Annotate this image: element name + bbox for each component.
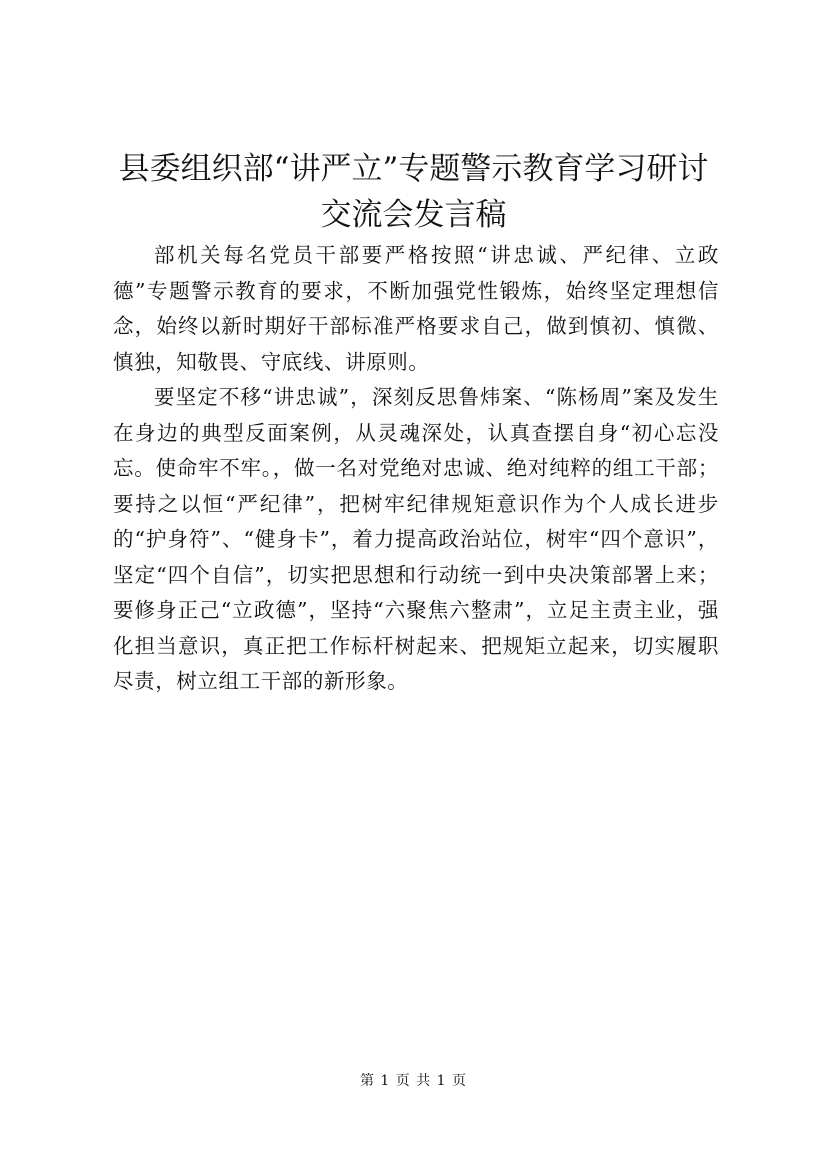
title-line-1: 县委组织部“讲严立”专题警示教育学习研讨	[118, 151, 709, 187]
document-title	[90, 146, 737, 238]
paragraph-2: 要坚定不移“讲忠诚”，深刻反思鲁炜案、“陈杨周”案及发生在身边的典型反面案例，从灵魂深处，认真查摆自身“初心忘没忘。使命牢不牢。，做一名对党绝对忠诚、绝对纯粹的组工干部；要持之以恒“严纪律”，把树牢纪律规矩意识作为个人成长进步的“护身符”、“健身卡”，着力提高政治站位，树牢“四个意识”，坚定“四个自信”，切实把思想和行动统一到中央决策部署上来；要修身正己“立政德”，坚持“六聚焦六整肃”，立足主责主业，强化担当意识，真正把工作标杆树起来、把规矩立起来，切实履职尽责，树立组工干部的新形象。	[113, 385, 719, 693]
page-footer: 第 1 页 共 1 页	[359, 1073, 468, 1089]
document-body	[113, 238, 719, 700]
paragraph-1: 部机关每名党员干部要严格按照“讲忠诚、严纪律、立政德”专题警示教育的要求，不断加强党性锻炼，始终坚定理想信念，始终以新时期好干部标准严格要求自己，做到慎初、慎微、慎独，知敬畏、守底线、讲原则。	[113, 243, 719, 374]
title-line-2: 交流会发言稿	[320, 197, 507, 233]
